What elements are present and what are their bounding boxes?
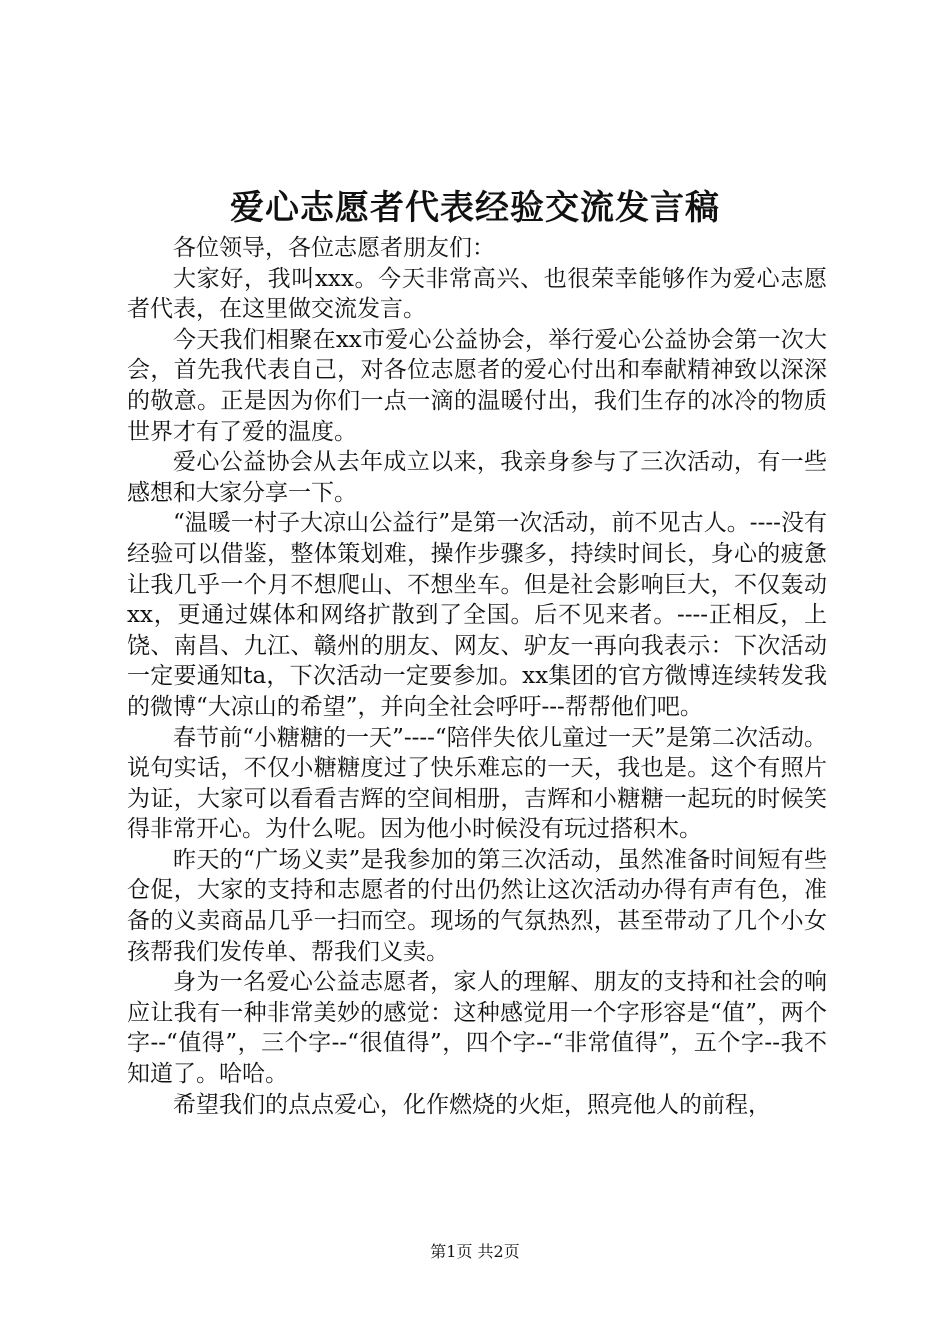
paragraph-intro: 大家好，我叫xxx。今天非常高兴、也很荣幸能够作为爱心志愿者代表，在这里做交流发言。 [127,265,827,323]
paragraph-feelings: 身为一名爱心公益志愿者，家人的理解、朋友的支持和社会的响应让我有一种非常美妙的感觉：这种感觉用一个字形容是“值”，两个字--“值得”，三个字--“很值得”，四个字--“非常值得”，五个字--我不知道了。哈哈。 [127,969,827,1088]
document-title: 爱心志愿者代表经验交流发言稿 [230,188,720,228]
paragraph-greeting: 各位领导，各位志愿者朋友们： [173,235,495,261]
paragraph-hope: 希望我们的点点爱心，化作燃烧的火炬，照亮他人的前程， [173,1091,771,1118]
document-body [127,233,827,1120]
paragraph-first-activity: “温暖一村子大凉山公益行”是第一次活动，前不见古人。----没有经验可以借鉴，整体策划难，操作步骤多，持续时间长，身心的疲惫让我几乎一个月不想爬山、不想坐车。但是社会影响巨大，不仅轰动xx，更通过媒体和网络扩散到了全国。后不见来者。----正相反，上饶、南昌、九江、赣州的朋友、网友、驴友一再向我表示：下次活动一定要通知ta，下次活动一定要参加。xx集团的官方微博连续转发我的微博“大凉山的希望”，并向全社会呼吁---帮帮他们吧。 [127,510,827,720]
paragraph-gathering: 今天我们相聚在xx市爱心公益协会，举行爱心公益协会第一次大会，首先我代表自己，对各位志愿者的爱心付出和奉献精神致以深深的敬意。正是因为你们一点一滴的温暖付出，我们生存的冰冷的物质世界才有了爱的温度。 [127,326,827,445]
paragraph-second-activity: 春节前“小糖糖的一天”----“陪伴失依儿童过一天”是第二次活动。说句实话，不仅小糖糖度过了快乐难忘的一天，我也是。这个有照片为证，大家可以看看吉辉的空间相册，吉辉和小糖糖一起玩的时候笑得非常开心。为什么呢。因为他小时候没有玩过搭积木。 [127,724,827,843]
paragraph-overview: 爱心公益协会从去年成立以来，我亲身参与了三次活动，有一些感想和大家分享一下。 [127,449,827,506]
paragraph-third-activity: 昨天的“广场义卖”是我参加的第三次活动，虽然准备时间短有些仓促，大家的支持和志愿者的付出仍然让这次活动办得有声有色，准备的义卖商品几乎一扫而空。现场的气氛热烈，甚至带动了几个小女孩帮我们发传单、帮我们义卖。 [127,846,827,965]
page-number-footer: 第1页 共2页 [430,1242,520,1261]
